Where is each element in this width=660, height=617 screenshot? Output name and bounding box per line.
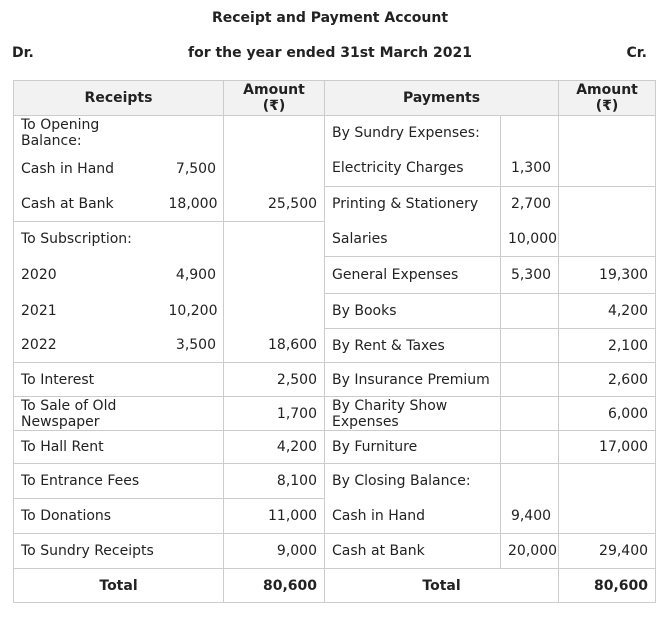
payment-label: By Closing Balance: <box>325 464 501 499</box>
receipt-label: Cash at Bank <box>14 187 162 222</box>
payment-label: Cash at Bank <box>325 534 501 569</box>
receipt-label: 2021 <box>14 294 162 329</box>
payment-subamount: 1,300 <box>501 151 559 187</box>
receipt-amount <box>224 151 325 187</box>
payment-subamount <box>501 464 559 499</box>
account-period: for the year ended 31st March 2021 <box>187 45 472 61</box>
receipt-subamount <box>162 397 224 431</box>
receipt-subamount <box>162 499 224 534</box>
payment-label: Cash in Hand <box>332 507 426 524</box>
payment-amount <box>559 187 656 222</box>
payment-label: Electricity Charges <box>332 160 464 177</box>
payment-label: By Sundry Expenses: <box>325 116 501 151</box>
payment-subamount: 2,700 <box>501 187 559 222</box>
table-row <box>14 187 656 222</box>
receipt-amount: 1,700 <box>224 397 325 431</box>
receipt-subamount: 10,200 <box>168 303 218 319</box>
receipt-label: To Sale of Old Newspaper <box>14 397 162 431</box>
receipt-label: 2020 <box>14 257 162 294</box>
receipt-subamount <box>162 464 224 499</box>
table-row <box>14 431 656 464</box>
payment-label: By Books <box>325 294 501 329</box>
receipt-label: To Interest <box>14 363 162 397</box>
receipt-amount: 18,600 <box>224 329 325 363</box>
receipt-label: 2022 <box>14 329 162 363</box>
receipt-label: To Donations <box>14 499 162 534</box>
table-header-row <box>14 81 656 116</box>
payment-label: General Expenses <box>325 257 501 294</box>
receipt-amount: 9,000 <box>224 534 325 569</box>
receipt-label: To Opening Balance: <box>14 116 162 151</box>
payment-subamount: 9,400 <box>501 499 559 534</box>
payment-amount: 4,200 <box>559 294 656 329</box>
table-row <box>14 464 656 499</box>
receipt-subamount: 7,500 <box>175 160 217 177</box>
payment-amount: 6,000 <box>559 397 656 431</box>
table-row <box>14 499 656 534</box>
payment-subamount: 10,000 <box>501 222 559 257</box>
receipt-label: To Entrance Fees <box>14 464 162 499</box>
receipt-subamount <box>162 222 224 257</box>
table-row <box>14 534 656 569</box>
payment-amount: 2,100 <box>559 329 656 363</box>
table-row <box>14 222 656 257</box>
payment-amount: 29,400 <box>559 534 656 569</box>
account-title: Receipt and Payment Account <box>211 10 449 26</box>
receipt-amount <box>224 116 325 151</box>
receipts-header: Receipts <box>14 81 224 116</box>
payment-amount <box>559 464 656 499</box>
payment-label: By Charity Show Expenses <box>325 397 501 431</box>
receipt-label: To Subscription: <box>14 222 162 257</box>
payment-amount: 19,300 <box>559 257 656 294</box>
receipt-label: To Sundry Receipts <box>14 534 162 569</box>
receipt-subamount: 4,900 <box>175 267 217 283</box>
total-label-left: Total <box>14 569 224 603</box>
payment-subamount <box>501 116 559 151</box>
payment-subamount <box>501 363 559 397</box>
total-label-right: Total <box>325 569 559 603</box>
receipt-amount: 4,200 <box>224 431 325 464</box>
table-row <box>14 363 656 397</box>
payment-label: Printing & Stationery <box>325 187 501 222</box>
receipt-amount: 2,500 <box>224 363 325 397</box>
receipt-amount: 8,100 <box>224 464 325 499</box>
payment-subamount: 20,000 <box>501 534 559 569</box>
amount-left-header: Amount (₹) <box>224 81 325 116</box>
total-amount-left: 80,600 <box>224 569 325 603</box>
table-row <box>14 329 656 363</box>
table-row <box>14 397 656 431</box>
receipt-label: Cash in Hand <box>14 151 162 187</box>
payment-subamount <box>501 294 559 329</box>
payment-subamount <box>501 397 559 431</box>
payments-header: Payments <box>325 81 559 116</box>
totals-row <box>14 569 656 603</box>
payment-label: By Insurance Premium <box>325 363 501 397</box>
receipt-subamount <box>162 431 224 464</box>
receipt-amount <box>224 222 325 257</box>
payment-subamount <box>501 431 559 464</box>
payment-amount <box>559 116 656 151</box>
debit-label: Dr. <box>12 45 34 61</box>
payment-amount <box>559 499 656 534</box>
payment-subamount <box>501 329 559 363</box>
receipt-amount: 25,500 <box>224 187 325 222</box>
amount-right-header: Amount (₹) <box>559 81 656 116</box>
receipt-payment-table <box>13 80 656 603</box>
payment-subamount: 5,300 <box>501 257 559 294</box>
payment-label: By Rent & Taxes <box>325 329 501 363</box>
receipt-subamount: 3,500 <box>175 337 217 354</box>
table-body <box>14 116 656 603</box>
payment-amount: 2,600 <box>559 363 656 397</box>
payment-amount: 17,000 <box>559 431 656 464</box>
payment-label: Salaries <box>332 230 388 247</box>
payment-amount <box>559 151 656 187</box>
receipt-subamount: 18,000 <box>168 195 218 212</box>
credit-label: Cr. <box>626 45 647 61</box>
receipt-label: To Hall Rent <box>14 431 162 464</box>
payment-label: By Furniture <box>325 431 501 464</box>
receipt-subamount <box>162 116 224 151</box>
table-row <box>14 294 656 329</box>
receipt-subamount <box>162 363 224 397</box>
payment-amount <box>559 222 656 257</box>
table-row <box>14 257 656 294</box>
receipt-amount <box>224 257 325 294</box>
receipt-subamount <box>162 534 224 569</box>
receipt-amount <box>224 294 325 329</box>
table-row <box>14 151 656 187</box>
table-row <box>14 116 656 151</box>
total-amount-right: 80,600 <box>559 569 656 603</box>
receipt-amount: 11,000 <box>224 499 325 534</box>
